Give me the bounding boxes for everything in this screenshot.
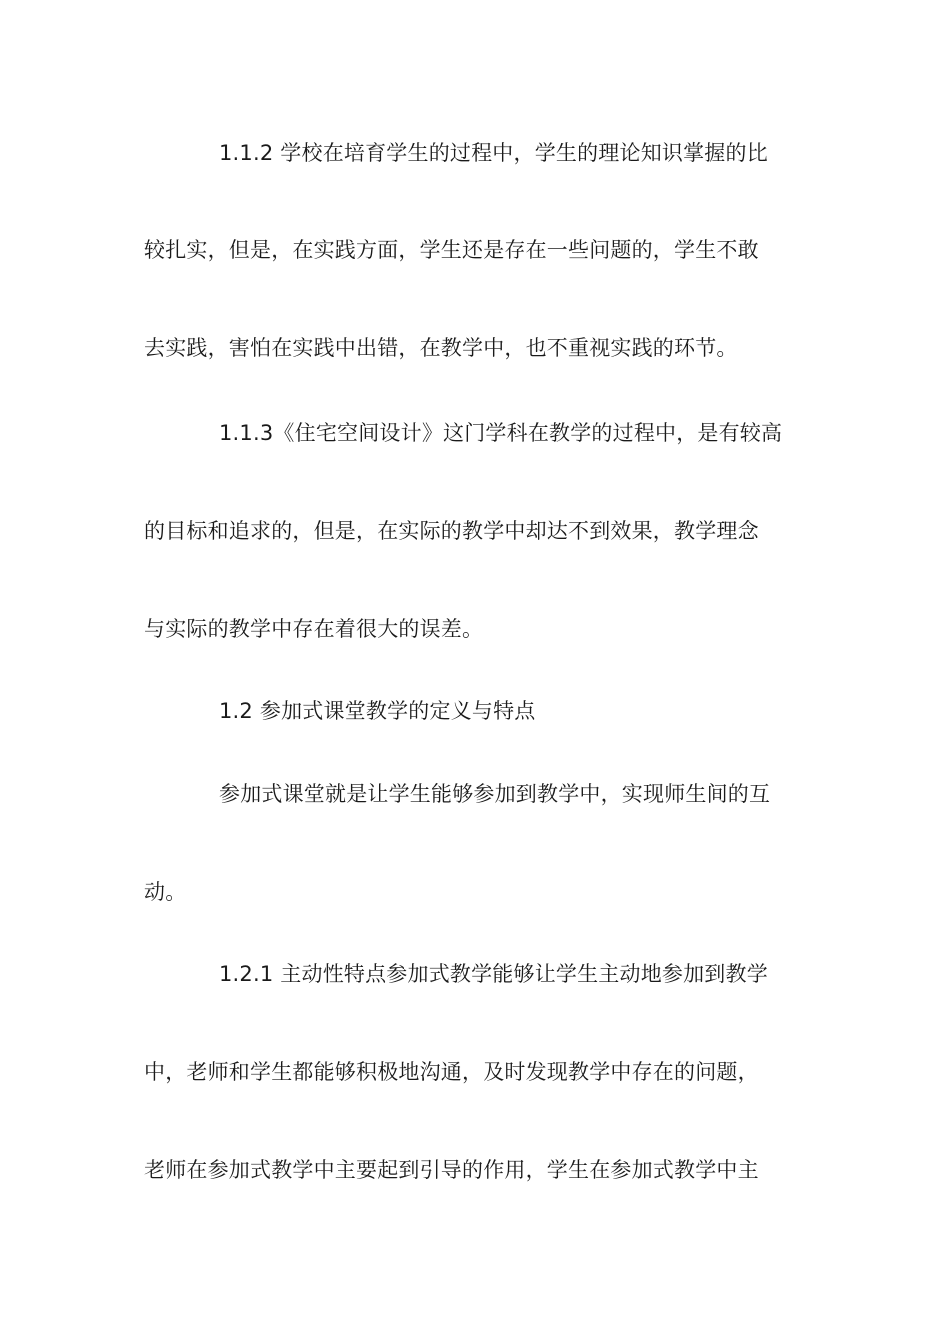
section-heading-1-2: 1.2 参加式课堂教学的定义与特点: [219, 699, 536, 723]
paragraph-1-1-2-line-3: 去实践，害怕在实践中出错，在教学中，也不重视实践的环节。: [144, 336, 738, 360]
paragraph-1-1-3-line-2: 的目标和追求的，但是，在实际的教学中却达不到效果，教学理念: [144, 519, 759, 543]
paragraph-definition-line-1: 参加式课堂就是让学生能够参加到教学中，实现师生间的互: [219, 782, 771, 806]
paragraph-1-2-1-line-1: 1.2.1 主动性特点参加式教学能够让学生主动地参加到教学: [219, 962, 768, 986]
paragraph-1-1-3-line-3: 与实际的教学中存在着很大的误差。: [144, 617, 484, 641]
paragraph-1-2-1-line-3: 老师在参加式教学中主要起到引导的作用，学生在参加式教学中主: [144, 1158, 759, 1182]
paragraph-1-1-2-line-1: 1.1.2 学校在培育学生的过程中，学生的理论知识掌握的比: [219, 141, 768, 165]
paragraph-1-1-3-line-1: 1.1.3《住宅空间设计》这门学科在教学的过程中，是有较高: [219, 421, 783, 445]
paragraph-definition-line-2: 动。: [144, 880, 187, 904]
paragraph-1-2-1-line-2: 中，老师和学生都能够积极地沟通，及时发现教学中存在的问题，: [144, 1060, 759, 1084]
paragraph-1-1-2-line-2: 较扎实，但是，在实践方面，学生还是存在一些问题的，学生不敢: [144, 238, 759, 262]
